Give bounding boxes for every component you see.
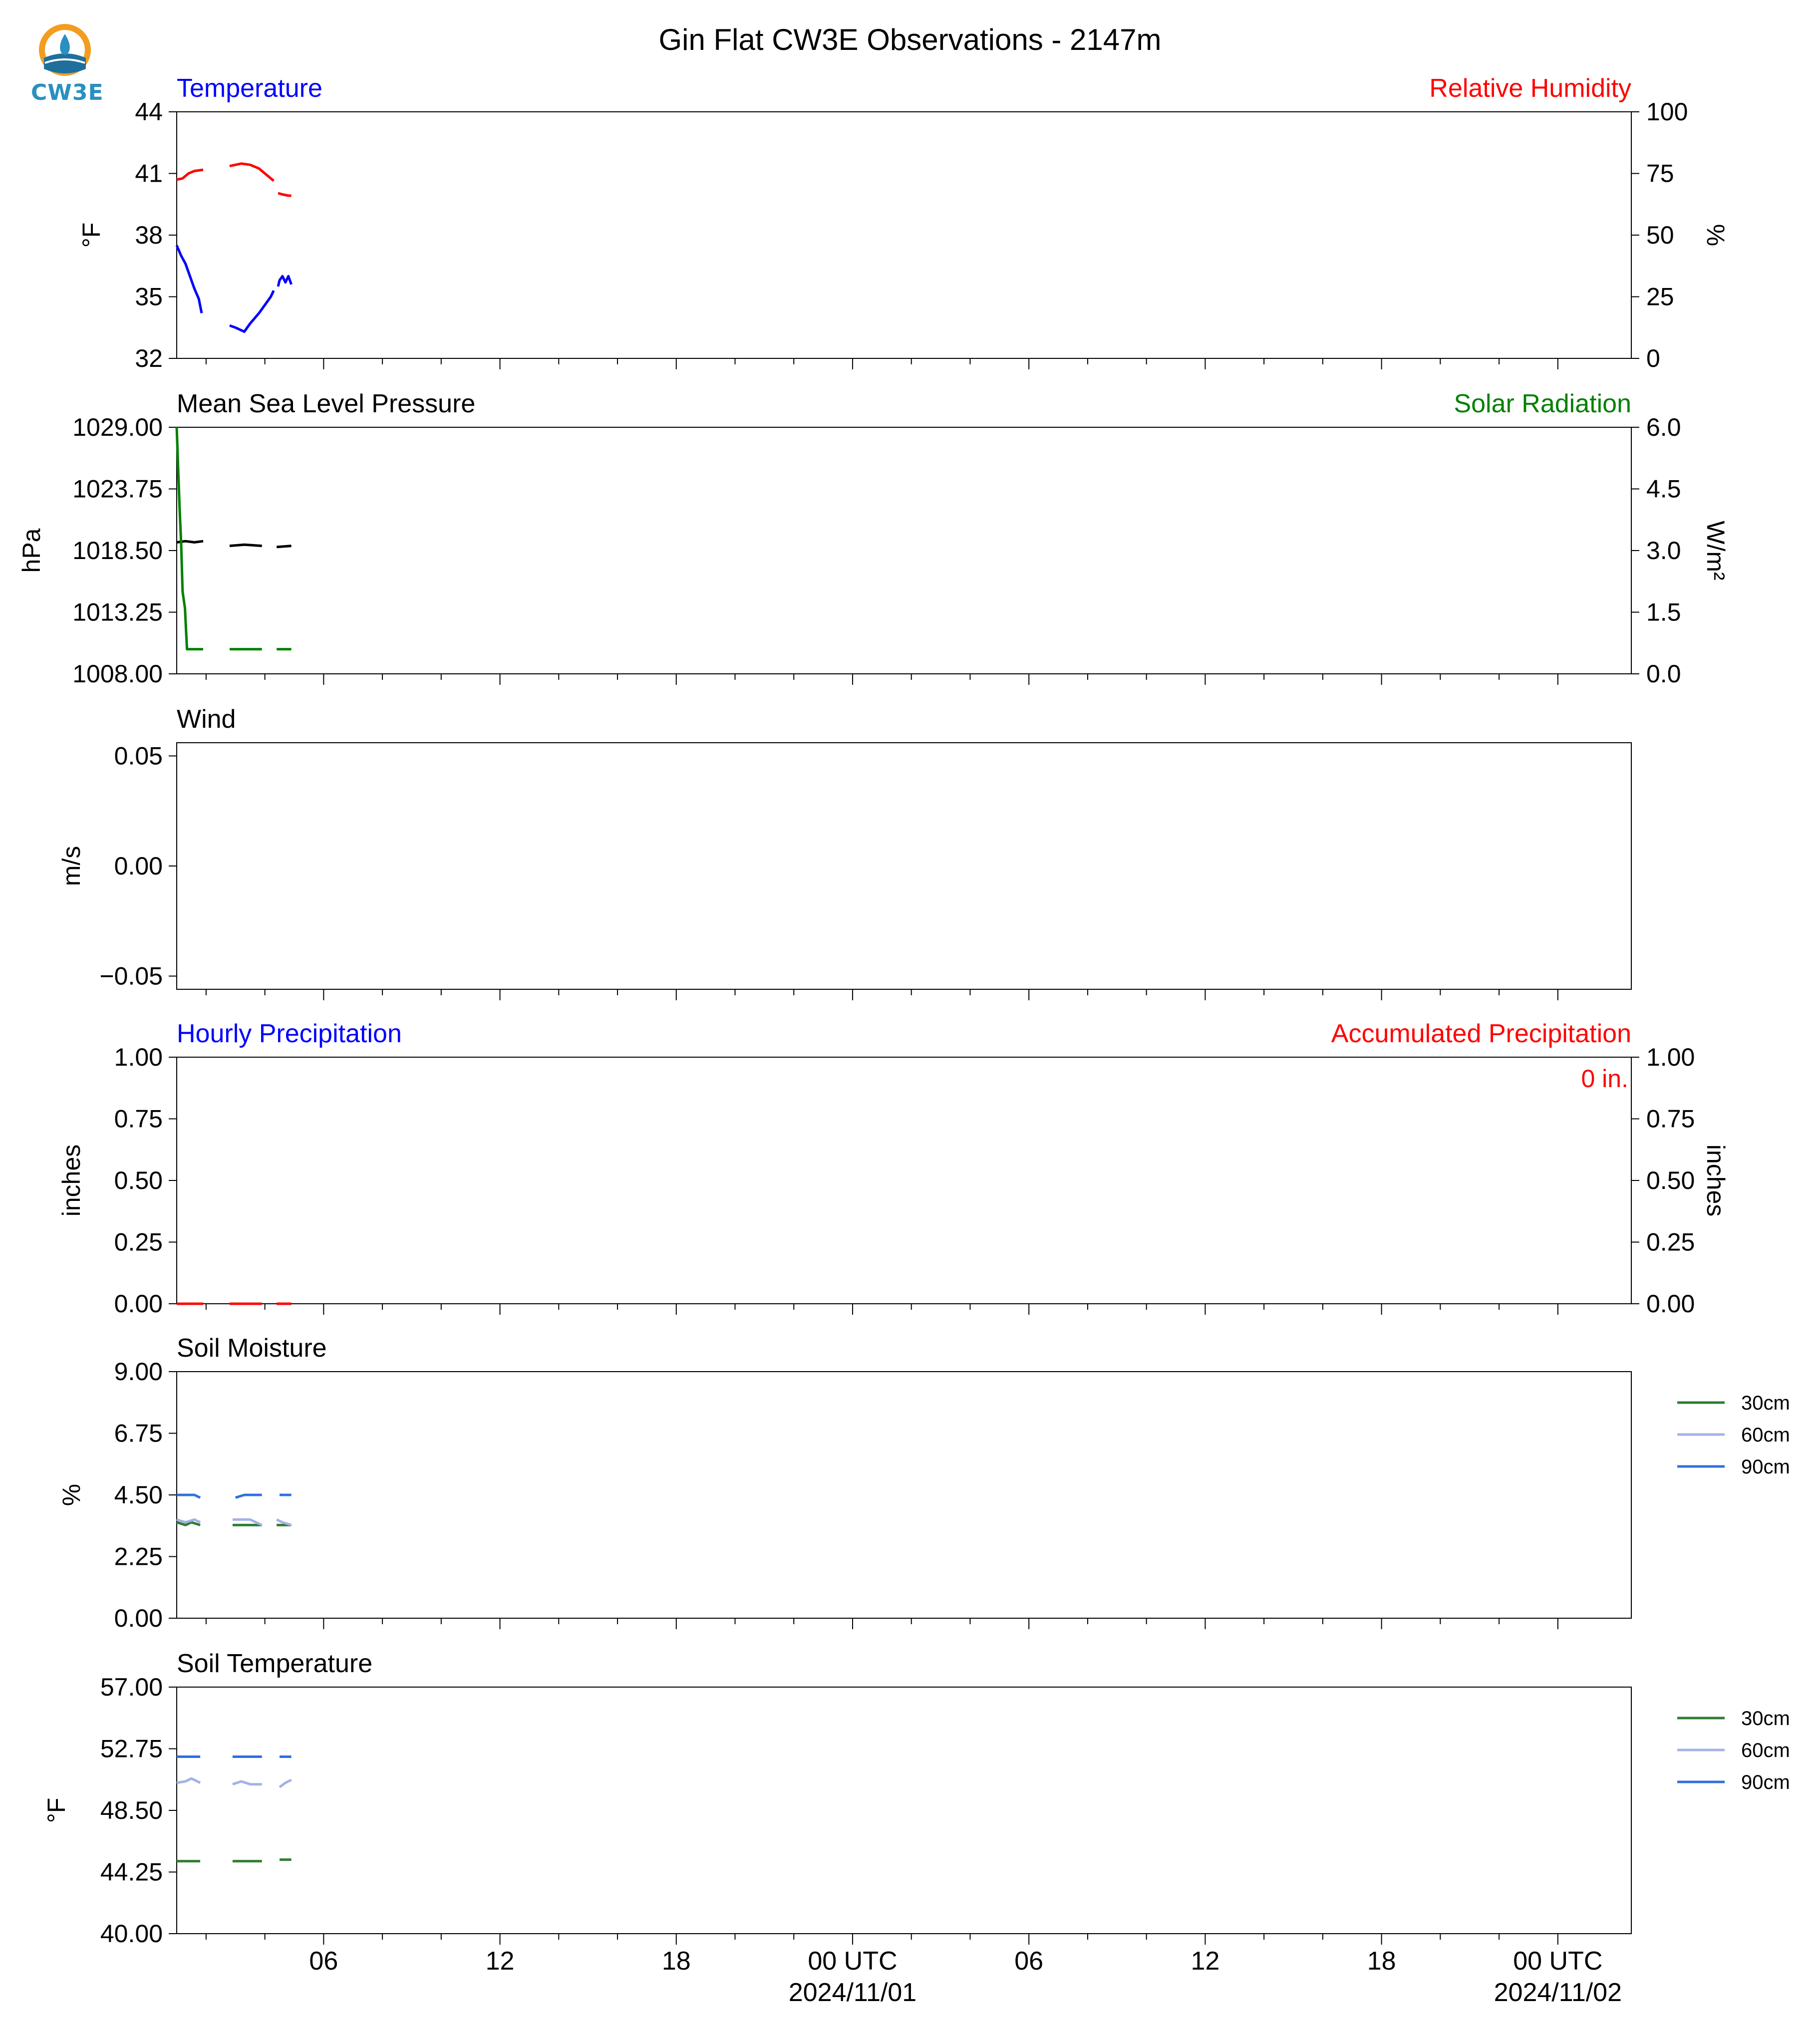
panel-1-y-tick-label: 32 <box>135 344 163 372</box>
x-tick-label: 12 <box>485 1947 515 1976</box>
panel-1-series-right-segment <box>230 164 274 181</box>
x-date-label: 2024/11/02 <box>1494 1978 1622 2007</box>
panel-1-title-left: Temperature <box>177 74 322 103</box>
panel-6-ylabel: °F <box>42 1797 70 1823</box>
panel-1-ylabel: °F <box>77 222 105 248</box>
panel-2-y-tick-label: 1008.00 <box>72 660 163 688</box>
panel-6-series-60cm-segment <box>280 1780 292 1787</box>
panel-5-frame <box>177 1372 1631 1618</box>
panel-4-y-tick-label: 0.00 <box>114 1290 163 1318</box>
panel-1-series-left-segment <box>230 290 274 331</box>
panel-4-y-tick-label: 0.50 <box>114 1166 163 1194</box>
panel-3-frame <box>177 743 1631 989</box>
x-tick-label: 00 UTC <box>808 1947 898 1976</box>
panel-6-series-60cm-segment <box>177 1778 200 1783</box>
panel-1-series-left-segment <box>177 246 202 313</box>
panel-1-ylabel-right: % <box>1702 224 1730 247</box>
panel-2-y2-tick-label: 1.5 <box>1646 598 1681 626</box>
panel-3-y-tick-label: 0.05 <box>114 742 163 770</box>
panel-5-ylabel: % <box>57 1483 85 1506</box>
panel-1-y-tick-label: 35 <box>135 283 163 311</box>
panel-5-y-tick-label: 0.00 <box>114 1604 163 1632</box>
panel-2-ylabel-right: W/m² <box>1702 521 1730 580</box>
panel-1-y-tick-label: 41 <box>135 159 163 188</box>
panel-6-series-60cm-segment <box>233 1781 262 1784</box>
panel-3-y-tick-label: −0.05 <box>99 962 163 990</box>
panel-6-y-tick-label: 52.75 <box>100 1735 163 1763</box>
panel-1-y2-tick-label: 25 <box>1646 283 1674 311</box>
x-tick-label: 00 UTC <box>1513 1947 1603 1976</box>
panel-2-series-left-segment <box>230 545 262 546</box>
panel-1-series-right-segment <box>177 170 203 180</box>
panel-5-y-tick-label: 6.75 <box>114 1419 163 1448</box>
panel-5-legend-label: 90cm <box>1741 1456 1790 1478</box>
panel-4-y2-tick-label: 0.75 <box>1646 1105 1695 1133</box>
panel-2-series-right-segment <box>177 427 203 649</box>
panel-2-y2-tick-label: 6.0 <box>1646 413 1681 441</box>
panel-4-ylabel: inches <box>57 1144 85 1217</box>
panel-6-y-tick-label: 48.50 <box>100 1796 163 1824</box>
panel-5-series-90cm-segment <box>177 1495 200 1498</box>
panel-3-ylabel: m/s <box>57 846 85 886</box>
panel-2-ylabel: hPa <box>17 528 45 573</box>
panel-4-ylabel-right: inches <box>1702 1144 1730 1217</box>
panel-5-y-tick-label: 9.00 <box>114 1358 163 1386</box>
panel-5-legend-label: 30cm <box>1741 1392 1790 1414</box>
x-date-label: 2024/11/01 <box>788 1978 917 2007</box>
panel-6-title-left: Soil Temperature <box>177 1649 373 1678</box>
panel-4-title-left: Hourly Precipitation <box>177 1019 402 1048</box>
panel-6-legend-label: 60cm <box>1741 1739 1790 1761</box>
panel-6-legend-label: 90cm <box>1741 1771 1790 1793</box>
panel-5-legend-label: 60cm <box>1741 1424 1790 1446</box>
panel-5-y-tick-label: 2.25 <box>114 1542 163 1571</box>
x-tick-label: 06 <box>1014 1947 1044 1976</box>
panel-4-title-right: Accumulated Precipitation <box>1331 1019 1631 1048</box>
logo-icon <box>30 19 100 84</box>
panel-3-y-tick-label: 0.00 <box>114 852 163 880</box>
panel-5-series-60cm-segment <box>177 1519 200 1522</box>
panel-6-y-tick-label: 44.25 <box>100 1858 163 1886</box>
panel-1-series-right-segment <box>278 193 292 196</box>
panel-4-y2-tick-label: 0.00 <box>1646 1290 1695 1318</box>
panel-1-y2-tick-label: 0 <box>1646 344 1660 372</box>
panel-4-y-tick-label: 0.75 <box>114 1105 163 1133</box>
panel-2-y2-tick-label: 3.0 <box>1646 537 1681 565</box>
panel-2-series-left-segment <box>277 546 291 547</box>
panel-1-y2-tick-label: 75 <box>1646 159 1674 188</box>
panel-6-y-tick-label: 40.00 <box>100 1920 163 1948</box>
panel-4-y-tick-label: 0.25 <box>114 1228 163 1256</box>
panel-2-y2-tick-label: 0.0 <box>1646 660 1681 688</box>
panel-2-y2-tick-label: 4.5 <box>1646 475 1681 503</box>
panel-4-y2-tick-label: 0.50 <box>1646 1166 1695 1194</box>
panel-1-y-tick-label: 44 <box>135 98 163 126</box>
panel-3-title-left: Wind <box>177 705 236 734</box>
panel-6-legend-label: 30cm <box>1741 1708 1790 1730</box>
x-tick-label: 06 <box>309 1947 338 1976</box>
panel-2-y-tick-label: 1013.25 <box>72 598 163 626</box>
panel-4-y-tick-label: 1.00 <box>114 1043 163 1071</box>
panel-5-title-left: Soil Moisture <box>177 1334 327 1363</box>
logo-text: CW3E <box>31 80 104 105</box>
panel-1-y2-tick-label: 100 <box>1646 98 1688 126</box>
panel-4-y2-tick-label: 0.25 <box>1646 1228 1695 1256</box>
panel-2-y-tick-label: 1029.00 <box>72 413 163 441</box>
panel-1-frame <box>177 112 1631 358</box>
x-tick-label: 18 <box>661 1947 691 1976</box>
panel-4-frame <box>177 1057 1631 1304</box>
panel-2-title-left: Mean Sea Level Pressure <box>177 389 476 418</box>
x-tick-label: 12 <box>1191 1947 1220 1976</box>
panel-6-y-tick-label: 57.00 <box>100 1673 163 1701</box>
panel-4-y2-tick-label: 1.00 <box>1646 1043 1695 1071</box>
x-tick-label: 18 <box>1367 1947 1396 1976</box>
panel-1-series-left-segment <box>278 276 292 287</box>
panel-1-y-tick-label: 38 <box>135 221 163 249</box>
panel-5-series-90cm-segment <box>236 1495 262 1498</box>
panel-2-y-tick-label: 1023.75 <box>72 475 163 503</box>
panel-5-y-tick-label: 4.50 <box>114 1481 163 1509</box>
figure-title: Gin Flat CW3E Observations - 2147m <box>658 23 1162 56</box>
panel-2-title-right: Solar Radiation <box>1454 389 1631 418</box>
panel-4-annotation: 0 in. <box>1581 1065 1628 1093</box>
panel-1-y2-tick-label: 50 <box>1646 221 1674 249</box>
panel-5-series-30cm-segment <box>177 1522 200 1525</box>
panel-1-title-right: Relative Humidity <box>1429 74 1631 103</box>
panel-2-y-tick-label: 1018.50 <box>72 537 163 565</box>
panel-2-frame <box>177 427 1631 674</box>
panel-6-frame <box>177 1687 1631 1934</box>
